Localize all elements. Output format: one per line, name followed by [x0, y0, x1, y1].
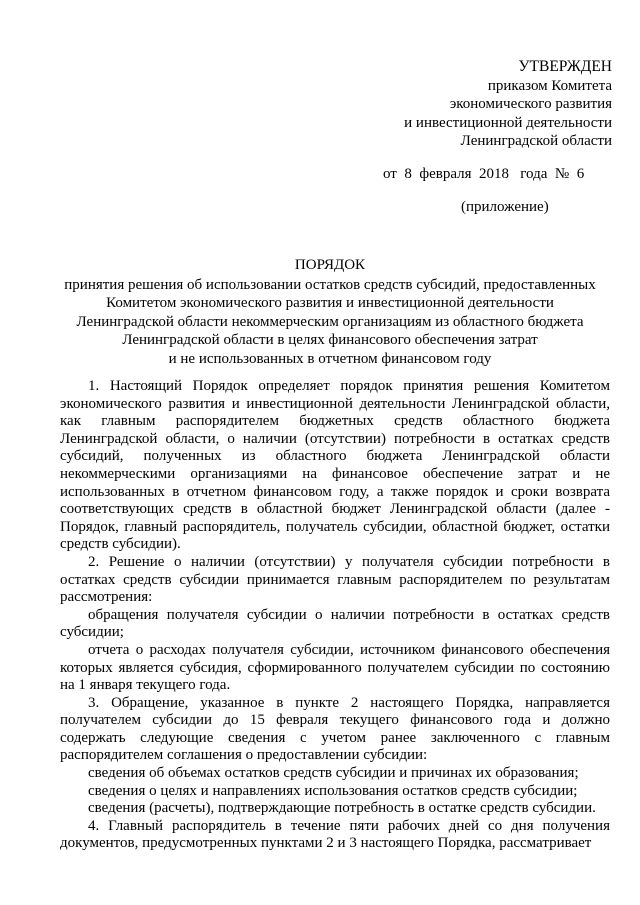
document-title [40, 256, 620, 368]
approval-heading: УТВЕРЖДЕН [518, 58, 612, 75]
approval-line: экономического развития [449, 96, 612, 112]
document-body [60, 378, 610, 853]
title-line: Комитетом экономического развития и инвестиционной деятельности [106, 295, 554, 311]
paragraph-3-item-purposes: сведения о целях и направлениях использования остатков средств субсидии; [88, 782, 578, 799]
approval-line: Ленинградской области [460, 133, 612, 149]
paragraph-4: 4. Главный распорядитель в течение пяти рабочих дней со дня получения документов, предусмотренных пунктами 2 и 3 настоящего Порядка, рассматривает [60, 817, 610, 852]
title-line: и не использованных в отчетном финансовом году [168, 350, 492, 367]
approval-line: и инвестиционной деятельности [404, 114, 612, 131]
paragraph-2-item-report: отчета о расходах получателя субсидии, источником финансового обеспечения которых является субсидия, сформированного получателем субсидии по состоянию на 1 января текущего года. [60, 641, 610, 694]
paragraph-3-item-calculations: сведения (расчеты), подтверждающие потребность в остатке средств субсидии. [88, 800, 596, 817]
order-date-number: от 8 февраля 2018 года № 6 [383, 166, 585, 182]
appendix-label: (приложение) [461, 199, 549, 215]
paragraph-2-item-appeal: обращения получателя субсидии о наличии потребности в остатках средств субсидии; [60, 606, 610, 641]
paragraph-2: 2. Решение о наличии (отсутствии) у получателя субсидии потребности в остатках средств субсидии принимается главным распорядителем по результатам рассмотрения: [60, 553, 610, 606]
title-line: принятия решения об использовании остатков средств субсидий, предоставленных [64, 276, 596, 293]
title-line: Ленинградской области в целях финансового обеспечения затрат [122, 332, 538, 348]
title-line: Ленинградской области некоммерческим организациям из областного бюджета [76, 313, 584, 330]
paragraph-1: 1. Настоящий Порядок определяет порядок принятия решения Комитетом экономического развития и инвестиционной деятельности Ленинградской области, как главным распорядителем бюджетных средств областного бюджета Ленинградской области, о наличии (отсутствии) потребности в остатках средств субсидий, полученных из областного бюджета Ленинградской области некоммерческими организациями на финансовое обеспечение затрат и не использованных в отчетном финансовом году, а также порядок и сроки возврата соответствующих средств в областной бюджет Ленинградской области (далее - Порядок, главный распорядитель, получатель субсидии, областной бюджет, остатки средств субсидии). [60, 378, 610, 553]
title-heading: ПОРЯДОК [294, 257, 366, 273]
approval-block [404, 58, 612, 151]
approval-line: приказом Комитета [487, 77, 612, 94]
paragraph-3-item-volumes: сведения об объемах остатков средств субсидии и причинах их образования; [88, 765, 579, 782]
paragraph-3: 3. Обращение, указанное в пункте 2 настоящего Порядка, направляется получателем субсидии до 15 февраля текущего финансового года и должно содержать следующие сведения с учетом ранее заключенного с главным распорядителем соглашения о предоставлении субсидии: [60, 694, 610, 764]
